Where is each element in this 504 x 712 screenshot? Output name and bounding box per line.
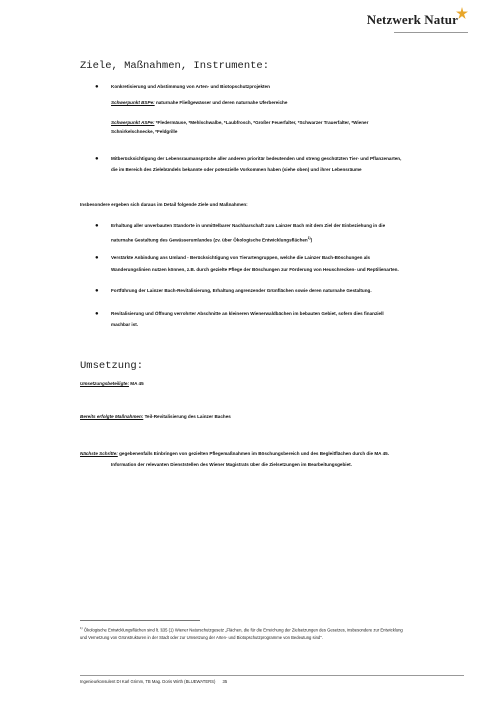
naechste-line1 <box>80 451 456 457</box>
naechste-text-1: gegebenenfalls Einbringen von gezielten Pflegemaßnahmen im Böschungsbereich und des Begleitflächen durch die MA 45. <box>119 451 389 456</box>
bsp-text: naturnahe Fließgewässer und deren naturnahe Uferbereiche <box>155 100 288 105</box>
beteiligte-label: Umsetzungsbeteiligte: <box>80 381 130 386</box>
asp-line1 <box>111 120 457 126</box>
bsp-label: Schwerpunkt BSPe: <box>111 100 155 105</box>
naechste-text-2: Information der relevanten Dienststellen des Wiener Magistrats über die Zielsetzungen im Bearbeitungsgebiet. <box>111 462 352 467</box>
footer-text: Ingenieurkonsulent DI Karl Grimm, TB Mag. Doris Wirth (BLUEWATERS) <box>80 679 216 684</box>
footnote-ref: 1) <box>307 236 311 240</box>
bsp-line <box>111 100 287 106</box>
logo <box>367 12 468 28</box>
measure2-text-1: Verstärkte Anbindung ans Umland - Berücksichtigung von Tierartengruppen, welche die Lainzer Bach-Böschungen als <box>111 255 371 260</box>
asp-label: Schwerpunkt ASPe: <box>111 120 155 125</box>
asp-text-1: *Fledermäuse, *Mehlschwalbe, *Laubfrosch, *Großer Feuerfalter, *Schwarzer Trauerfalter, *Wiener <box>155 120 369 125</box>
page-number: 35 <box>222 679 228 684</box>
bereits-line <box>80 414 231 420</box>
logo-text: Netzwerk Natur <box>366 12 458 27</box>
measure1-text-1: Erhaltung aller unverbauten Standorte in unmittelbarer Nachbarschaft zum Lainzer Bach mit dem Ziel der Einbeziehung in die <box>111 223 386 228</box>
footer <box>80 679 227 685</box>
bullet-dot: ● <box>95 84 99 90</box>
measure1-text-2: naturnahe Gestaltung des Gewässerumlandes (zv. über Ökologische Entwicklungsflächen$^{1)}$) <box>111 236 313 243</box>
footnote-text-1: Ökologische Entwicklungsflächen sind lt. §35 (1) Wiener Naturschutzgesetz „Flächen, die für die Erreichung der Zielsetzungen des Gesetzes, insbesondere zur Entwicklung <box>83 627 403 633</box>
beteiligte-value: MA 45 <box>130 381 144 386</box>
measure3-text: Fortführung der Lainzer Bach-Revitalisierung, Erhaltung angrenzender Grünflächen sowie deren naturnahe Gestaltung. <box>111 288 372 293</box>
beteiligte-line <box>80 381 144 387</box>
footnote-marker: 1) <box>80 626 83 630</box>
asp-text-2: Schnirkelschnecke, *Feldgrille <box>111 129 178 134</box>
bullet-dot: ● <box>95 156 99 162</box>
section-heading-umsetzung: Umsetzung: <box>80 360 144 372</box>
footer-rule <box>80 675 464 676</box>
footnote-rule <box>80 620 200 621</box>
measure2-text-2: Wanderungslinien nutzen können, z.B. durch gezielte Pflege der Böschungen zur Förderung von Heuschrecken- und Reptilienarten. <box>111 267 399 272</box>
naechste-label: Nächste Schritte: <box>80 451 118 456</box>
footnote-line1 <box>80 625 458 633</box>
bullet2-text-1: Mitberücksichtigung der Lebensraumansprüche aller anderen prioritär bedeutenden und streng geschützten Tier- und Pflanzenarten, <box>111 156 402 161</box>
logo-underline <box>394 32 468 33</box>
bullet2-text-2: die im Bereich des Zielebündels bekannte oder potenzielle Vorkommen haben (siehe oben) und ihrer Lebensräume <box>111 167 362 172</box>
section-heading-ziele: Ziele, Maßnahmen, Instrumente: <box>80 60 270 72</box>
footnote-text-2: und Vernetzung von Grünstrukturen in der Stadt oder zur Umsetzung der Arten- und Biotopschutzprogramme von Bedeutung sind". <box>80 635 323 640</box>
asp-block <box>111 120 457 135</box>
measure4-text-2: machbar ist. <box>111 322 139 327</box>
bereits-label: Bereits erfolgte Maßnahmen: <box>80 414 144 419</box>
measures-intro: Insbesondere ergeben sich daraus im Detail folgende Ziele und Maßnahmen: <box>80 202 248 207</box>
bullet-dot: ● <box>95 255 99 261</box>
bullet-dot: ● <box>95 223 99 229</box>
bullet-dot: ● <box>95 311 99 317</box>
bullet1-text: Konkretisierung und Abstimmung von Arten- und Biotopschutzprojekten <box>111 84 270 89</box>
bereits-value: Teil-Revitalisierung des Lainzer Baches <box>144 414 231 419</box>
bullet-dot: ● <box>95 288 99 294</box>
measure4-text-1: Revitalisierung und Öffnung verrohrter Abschnitte an kleineren Wienerwaldbächen im bebauten Gebiet, sofern dies finanziell <box>111 311 384 316</box>
star-icon <box>456 6 468 24</box>
